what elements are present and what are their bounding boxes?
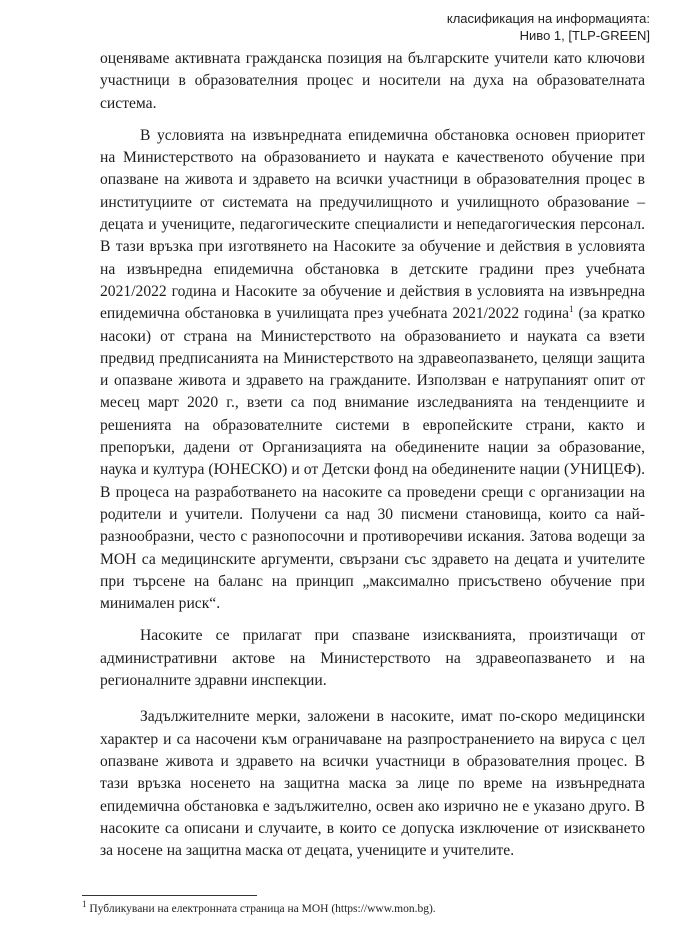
- footnote-mark: 1: [82, 899, 87, 910]
- footnote-reference: 1: [569, 304, 574, 315]
- classification-label: класификация на информацията:: [446, 11, 650, 26]
- paragraph-continuation: оценяваме активната гражданска позиция на българските учители като ключови участници в образователния процес и носители на духа на образователната система.: [100, 50, 645, 112]
- footnote: [82, 899, 436, 916]
- paragraph-application: Насоките се прилагат при спазване изискванията, произтичащи от административни актове на Министерството на здравеопазването и на регионалните здравни инспекции.: [100, 627, 645, 690]
- paragraph-priority-text-a: В условията на извънредната епидемична обстановка основен приоритет на Министерството на образованието и науката е качественото обучение при опазване на живота и здравето на всички участници в образователния процес в институциите от системата на предучилищното и училищното образование – децата и учениците, педагогическите специалисти и непедагогическия персонал. В тази връзка при изготвянето на Насоките за обучение и действия в условията на извънредна епидемична обстановка в детските градини през учебната 2021/2022 година и Насоките за обучение и действия в условията на извънредна епидемична обстановка в училищата през учебната 2021/2022 година: [100, 126, 645, 323]
- paragraph-priority-text-b: (за кратко насоки) от страна на Министерството на образованието и науката са взети предвид предписанията на Министерството на здравеопазването, целящи защита и опазване живота и здравето на гражданите. Използван е натрупаният опит от месец март 2020 г., взети са под внимание изследванията на тенденциите и решенията на образователните системи в европейските страни, както и препоръки, дадени от Организацията на обединените нации за образование, наука и култура (ЮНЕСКО) и от Детски фонд на обединените нации (УНИЦЕФ). В процеса на разработването на насоките са проведени срещи с организации на родители и учители. Получени са над 30 писмени становища, които са най-разнообразни, често с разнопосочни и противоречиви искания. Затова водещи за МОН са медицинските аргументи, свързани със здравето на децата и учителите при търсене на баланс на принцип „максимално присъствено обучение при минимален риск“.: [100, 305, 645, 613]
- paragraph-priority: [100, 125, 645, 616]
- footnote-text: Публикувани на електронната страница на МОН (https://www.mon.bg).: [86, 903, 436, 915]
- classification-level: Ниво 1, [TLP-GREEN]: [519, 28, 650, 43]
- classification-header: [447, 10, 650, 44]
- paragraph-mandatory-measures: Задължителните мерки, заложени в насоките, имат по-скоро медицински характер и са насочени към ограничаване на разпространението на вируса с цел опазване живота и здравето на всички участници в образователния процес. В тази връзка носенето на защитна маска за лице по време на извънредната епидемична обстановка е задължително, освен ако изрично не е указано друго. В насоките са описани и случаите, в които се допуска изключение от изискването за носене на защитна маска от децата, учениците и учителите.: [100, 708, 645, 860]
- document-body: [100, 48, 645, 862]
- footnote-divider: [82, 895, 257, 896]
